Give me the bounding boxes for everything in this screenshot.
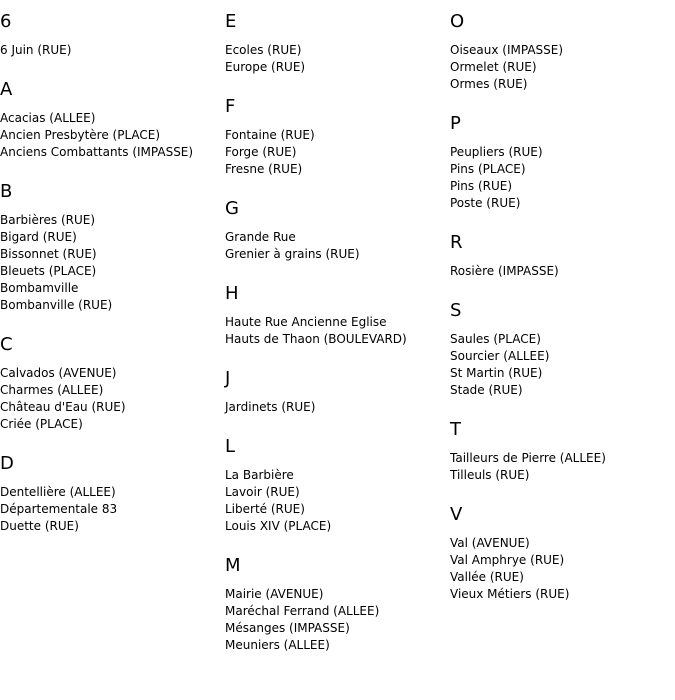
letter-group xyxy=(450,230,675,280)
letter-group xyxy=(450,9,675,93)
street-link[interactable]: Liberté (RUE) xyxy=(225,502,305,516)
letter-heading: V xyxy=(450,504,463,525)
index-column xyxy=(225,9,450,672)
street-link[interactable]: Ormes (RUE) xyxy=(450,77,528,91)
letter-heading: C xyxy=(0,334,13,355)
street-link[interactable]: Anciens Combattants (IMPASSE) xyxy=(0,145,194,159)
street-list xyxy=(450,263,675,280)
street-link[interactable]: Oiseaux (IMPASSE) xyxy=(450,43,564,57)
letter-heading: J xyxy=(225,368,231,389)
street-link[interactable]: Tailleurs de Pierre (ALLEE) xyxy=(450,451,606,465)
street-link[interactable]: Fontaine (RUE) xyxy=(225,128,315,142)
letter-group xyxy=(225,281,450,348)
letter-group xyxy=(225,94,450,178)
letter-heading: 6 xyxy=(0,11,12,32)
letter-heading: P xyxy=(450,113,461,134)
letter-group xyxy=(0,179,225,314)
street-list xyxy=(450,450,675,484)
street-link[interactable]: Pins (RUE) xyxy=(450,179,513,193)
street-link[interactable]: Peupliers (RUE) xyxy=(450,145,543,159)
street-link[interactable]: Stade (RUE) xyxy=(450,383,523,397)
letter-heading: H xyxy=(225,283,239,304)
street-list xyxy=(225,467,450,535)
street-link[interactable]: Charmes (ALLEE) xyxy=(0,383,104,397)
street-link[interactable]: Ancien Presbytère (PLACE) xyxy=(0,128,161,142)
street-link[interactable]: Tilleuls (RUE) xyxy=(450,468,530,482)
street-list xyxy=(225,399,450,416)
street-link[interactable]: Calvados (AVENUE) xyxy=(0,366,117,380)
street-link[interactable]: Sourcier (ALLEE) xyxy=(450,349,550,363)
street-list xyxy=(0,42,225,59)
street-link[interactable]: Vallée (RUE) xyxy=(450,570,524,584)
street-link[interactable]: Acacias (ALLEE) xyxy=(0,111,96,125)
street-link[interactable]: Mairie (AVENUE) xyxy=(225,587,324,601)
street-link[interactable]: Saules (PLACE) xyxy=(450,332,541,346)
street-link[interactable]: Bombamville xyxy=(0,281,79,295)
letter-heading: L xyxy=(225,436,236,457)
street-link[interactable]: Rosière (IMPASSE) xyxy=(450,264,559,278)
street-link[interactable]: Départementale 83 xyxy=(0,502,118,516)
letter-group xyxy=(450,502,675,603)
letter-heading: R xyxy=(450,232,463,253)
street-link[interactable]: Europe (RUE) xyxy=(225,60,306,74)
letter-group xyxy=(450,111,675,212)
letter-group xyxy=(0,451,225,535)
letter-heading: B xyxy=(0,181,13,202)
street-link[interactable]: Mésanges (IMPASSE) xyxy=(225,621,350,635)
index-column xyxy=(0,9,225,553)
street-link[interactable]: Bombanville (RUE) xyxy=(0,298,113,312)
street-list xyxy=(450,535,675,603)
letter-group xyxy=(0,9,225,59)
street-link[interactable]: Duette (RUE) xyxy=(0,519,79,533)
street-link[interactable]: Fresne (RUE) xyxy=(225,162,303,176)
letter-group xyxy=(225,366,450,416)
street-link[interactable]: Criée (PLACE) xyxy=(0,417,83,431)
street-list xyxy=(0,110,225,161)
street-link[interactable]: Meuniers (ALLEE) xyxy=(225,638,330,652)
letter-heading: S xyxy=(450,300,462,321)
street-list xyxy=(225,127,450,178)
letter-heading: F xyxy=(225,96,236,117)
street-link[interactable]: Maréchal Ferrand (ALLEE) xyxy=(225,604,380,618)
street-link[interactable]: Barbières (RUE) xyxy=(0,213,96,227)
letter-group xyxy=(450,298,675,399)
letter-group xyxy=(225,196,450,263)
letter-group xyxy=(225,9,450,76)
street-link[interactable]: Vieux Métiers (RUE) xyxy=(450,587,570,601)
letter-heading: G xyxy=(225,198,239,219)
street-list xyxy=(450,331,675,399)
street-link[interactable]: Dentellière (ALLEE) xyxy=(0,485,116,499)
street-link[interactable]: La Barbière xyxy=(225,468,294,482)
letter-heading: M xyxy=(225,555,241,576)
street-list xyxy=(450,144,675,212)
letter-heading: D xyxy=(0,453,14,474)
street-list xyxy=(225,229,450,263)
letter-group xyxy=(0,77,225,161)
letter-heading: O xyxy=(450,11,465,32)
letter-heading: A xyxy=(0,79,13,100)
street-link[interactable]: Ormelet (RUE) xyxy=(450,60,537,74)
street-link[interactable]: Forge (RUE) xyxy=(225,145,297,159)
street-list xyxy=(225,586,450,654)
street-list xyxy=(225,314,450,348)
street-link[interactable]: Grenier à grains (RUE) xyxy=(225,247,360,261)
street-link[interactable]: 6 Juin (RUE) xyxy=(0,43,72,57)
street-link[interactable]: St Martin (RUE) xyxy=(450,366,543,380)
street-link[interactable]: Grande Rue xyxy=(225,230,296,244)
letter-heading: T xyxy=(450,419,461,440)
street-link[interactable]: Ecoles (RUE) xyxy=(225,43,302,57)
street-list xyxy=(225,42,450,76)
street-list xyxy=(0,212,225,314)
street-link[interactable]: Val Amphrye (RUE) xyxy=(450,553,565,567)
letter-group xyxy=(225,434,450,535)
street-list xyxy=(0,365,225,433)
street-link[interactable]: Hauts de Thaon (BOULEVARD) xyxy=(225,332,407,346)
letter-group xyxy=(0,332,225,433)
letter-heading: E xyxy=(225,11,237,32)
street-link[interactable]: Bigard (RUE) xyxy=(0,230,77,244)
index-column xyxy=(450,9,675,621)
street-list xyxy=(450,42,675,93)
street-link[interactable]: Bissonnet (RUE) xyxy=(0,247,97,261)
street-link[interactable]: Lavoir (RUE) xyxy=(225,485,300,499)
street-list xyxy=(0,484,225,535)
street-link[interactable]: Val (AVENUE) xyxy=(450,536,530,550)
street-link[interactable]: Château d'Eau (RUE) xyxy=(0,400,126,414)
letter-group xyxy=(450,417,675,484)
street-link[interactable]: Pins (PLACE) xyxy=(450,162,526,176)
street-link[interactable]: Bleuets (PLACE) xyxy=(0,264,97,278)
street-link[interactable]: Haute Rue Ancienne Eglise xyxy=(225,315,387,329)
street-link[interactable]: Jardinets (RUE) xyxy=(225,400,316,414)
letter-group xyxy=(225,553,450,654)
street-link[interactable]: Poste (RUE) xyxy=(450,196,521,210)
street-link[interactable]: Louis XIV (PLACE) xyxy=(225,519,332,533)
